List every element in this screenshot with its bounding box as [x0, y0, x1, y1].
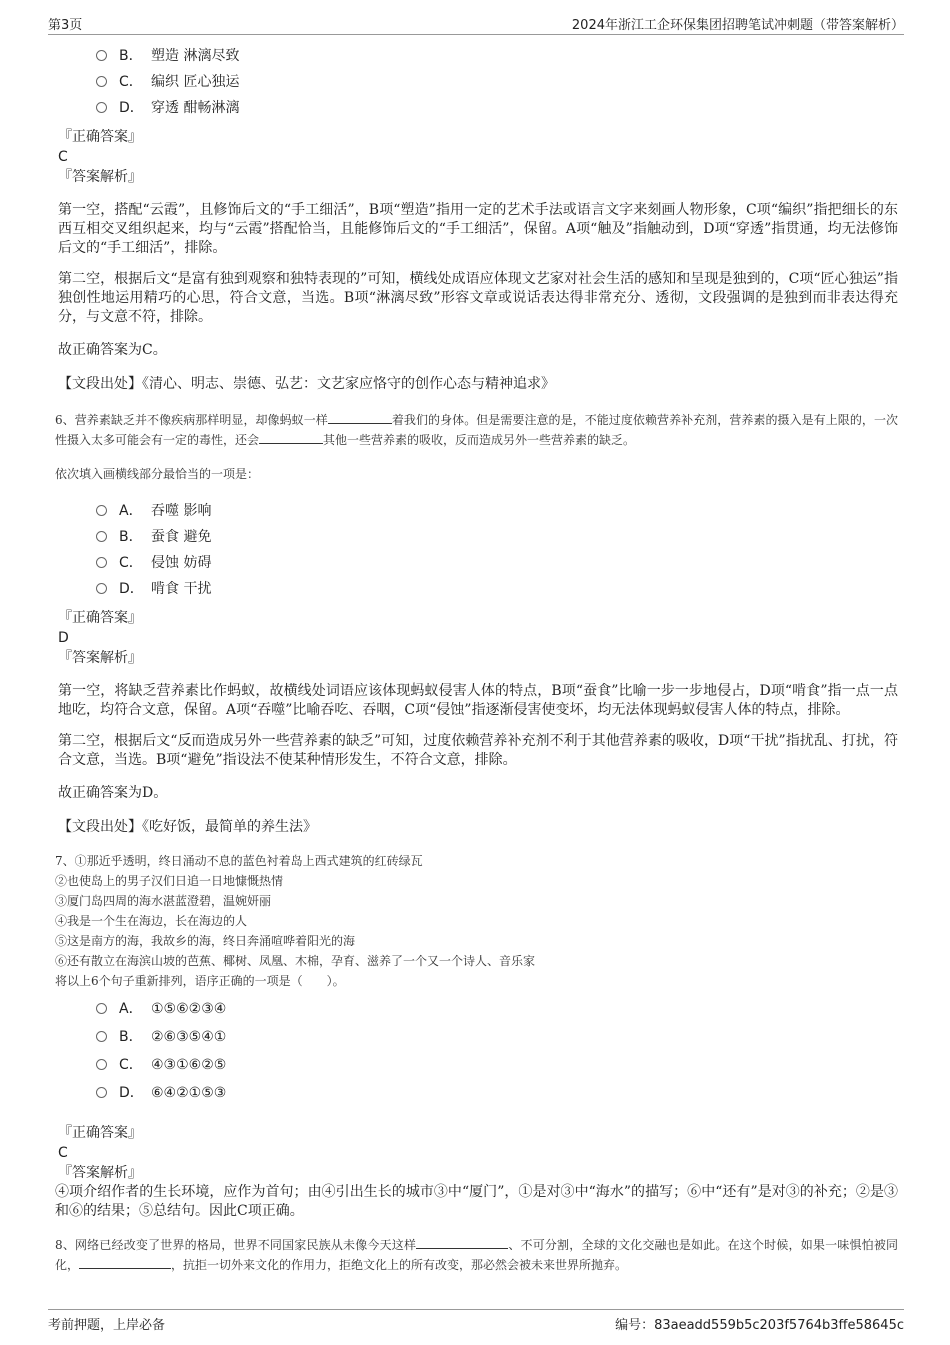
q5-option-c[interactable]: C． 编织 匠心独运 [96, 69, 898, 95]
q7-options [55, 995, 898, 1107]
q7-analysis-label: 『答案解析』 [58, 1165, 142, 1181]
q5-answer: C [58, 149, 68, 165]
q6-option-a[interactable]: A． 吞噬 影响 [96, 498, 898, 524]
page-footer [48, 1309, 904, 1340]
q7-line: 7、①那近乎透明，终日涌动不息的蓝色衬着岛上西式建筑的红砖绿瓦 [55, 854, 423, 868]
q7-line: ⑥还有散立在海滨山坡的芭蕉、椰树、凤凰、木棉，孕育、滋养了一个又一个诗人、音乐家 [55, 954, 536, 968]
q6-prompt: 依次填入画横线部分最恰当的一项是： [55, 467, 260, 481]
q7-analysis: ④项介绍作者的生长环境，应作为首句；由④引出生长的城市③中“厦门”，①是对③中“海水”的描写；⑥中“还有”是对③的补充；②是③和⑥的结果；⑤总结句。因此C项正确。 [55, 1184, 898, 1219]
q7-answer-label: 『正确答案』 [58, 1125, 142, 1141]
radio-icon[interactable] [96, 50, 107, 61]
q6-conclusion: 故正确答案为D。 [58, 785, 168, 801]
q5-option-b[interactable]: B． 塑造 淋漓尽致 [96, 43, 898, 69]
blank-line [416, 1236, 508, 1249]
q5-option-d[interactable]: D． 穿透 酣畅淋漓 [96, 95, 898, 121]
radio-icon[interactable] [96, 505, 107, 516]
blank-line [259, 431, 323, 444]
blank-line [328, 411, 392, 424]
q8-stem: 8、网络已经改变了世界的格局，世界不同国家民族从未像今天这样 、不可分割，全球的文化交融也是如此。在这个时候，如果一味惧怕被同化， ，抗拒一切外来文化的作用力，拒绝文化上的所有改变，那必然会被未来世界所抛弃。 [55, 1238, 898, 1272]
radio-icon[interactable] [96, 1003, 107, 1014]
radio-icon[interactable] [96, 1031, 107, 1042]
q5-analysis-label: 『答案解析』 [58, 169, 142, 185]
q6-option-b[interactable]: B． 蚕食 避免 [96, 524, 898, 550]
document-body [55, 40, 898, 1275]
q5-answer-label: 『正确答案』 [58, 129, 142, 145]
q7-line: ⑤这是南方的海，我故乡的海，终日奔涌喧哗着阳光的海 [55, 934, 356, 948]
document-id: 编号：83aeadd559b5c203f5764b3ffe58645c [615, 1318, 904, 1333]
q7-option-d[interactable]: D． ⑥④②①⑤③ [96, 1079, 898, 1107]
q6-analysis-p1: 第一空，将缺乏营养素比作蚂蚁，故横线处词语应该体现蚂蚁侵害人体的特点，B项“蚕食”比喻一步一步地侵占，D项“啃食”指一点一点地吃，均符合文意，保留。A项“吞噬”比喻吞吃、吞咽，C项“侵蚀”指逐渐侵害使变坏，均无法体现蚂蚁侵害人体的特点，排除。 [58, 683, 898, 718]
q6-option-c[interactable]: C． 侵蚀 妨碍 [96, 550, 898, 576]
q5-source: 【文段出处】《清心、明志、崇德、弘艺：文艺家应恪守的创作心态与精神追求》 [58, 376, 555, 392]
q7-option-c[interactable]: C． ④③①⑥②⑤ [96, 1051, 898, 1079]
q7-line: ③厦门岛四周的海水湛蓝澄碧，温婉妍丽 [55, 894, 272, 908]
q6-answer-label: 『正确答案』 [58, 610, 142, 626]
q7-stem [55, 851, 898, 991]
q6-answer: D [58, 630, 69, 646]
document-title: 2024年浙江工企环保集团招聘笔试冲刺题（带答案解析） [571, 18, 904, 33]
radio-icon[interactable] [96, 531, 107, 542]
q6-options [55, 498, 898, 602]
q7-option-a[interactable]: A． ①⑤⑥②③④ [96, 995, 898, 1023]
q7-option-b[interactable]: B． ②⑥③⑤④① [96, 1023, 898, 1051]
radio-icon[interactable] [96, 102, 107, 113]
q6-analysis-p2: 第二空，根据后文“反而造成另外一些营养素的缺乏”可知，过度依赖营养补充剂不利于其他营养素的吸收，D项“干扰”指扰乱、打扰，符合文意，当选。B项“避免”指设法不使某种情形发生，不符合文意，排除。 [58, 733, 898, 768]
radio-icon[interactable] [96, 76, 107, 87]
q5-analysis-p1: 第一空，搭配“云霞”，且修饰后文的“手工细活”，B项“塑造”指用一定的艺术手法或语言文字来刻画人物形象，C项“编织”指把细长的东西互相交叉组织起来，均与“云霞”搭配恰当，且能修饰后文的“手工细活”，保留。A项“触及”指触动到，D项“穿透”指贯通，均无法修饰后文的“手工细活”，排除。 [58, 202, 898, 256]
q6-stem: 6、营养素缺乏并不像疾病那样明显，却像蚂蚁一样 着我们的身体。但是需要注意的是，不能过度依赖营养补充剂，营养素的摄入是有上限的，一次性摄入太多可能会有一定的毒性，还会 其他一些营养素的吸收，反而造成另外一些营养素的缺乏。 [55, 413, 898, 447]
q6-option-d[interactable]: D． 啃食 干扰 [96, 576, 898, 602]
q6-analysis-label: 『答案解析』 [58, 650, 142, 666]
blank-line [79, 1256, 171, 1269]
radio-icon[interactable] [96, 583, 107, 594]
q5-analysis-p2: 第二空，根据后文“是富有独到观察和独特表现的”可知，横线处成语应体现文艺家对社会生活的感知和呈现是独到的，C项“匠心独运”指独创性地运用精巧的心思，符合文意，当选。B项“淋漓尽致”形容文章或说话表达得非常充分、透彻，文段强调的是独到而非表达得充分，与文意不符，排除。 [58, 271, 898, 325]
q6-source: 【文段出处】《吃好饭，最简单的养生法》 [58, 819, 317, 835]
q5-conclusion: 故正确答案为C。 [58, 342, 167, 358]
radio-icon[interactable] [96, 1059, 107, 1070]
q7-line: ④我是一个生在海边，长在海边的人 [55, 914, 248, 928]
q7-prompt: 将以上6个句子重新排列，语序正确的一项是（ ）。 [55, 974, 345, 988]
q7-line: ②也使岛上的男子汉们日追一日地慷慨热情 [55, 874, 284, 888]
page-number: 第3页 [48, 18, 83, 33]
q7-answer: C [58, 1145, 68, 1161]
q5-options [55, 43, 898, 121]
page-header [48, 12, 904, 35]
radio-icon[interactable] [96, 1087, 107, 1098]
footer-slogan: 考前押题，上岸必备 [48, 1318, 166, 1333]
radio-icon[interactable] [96, 557, 107, 568]
